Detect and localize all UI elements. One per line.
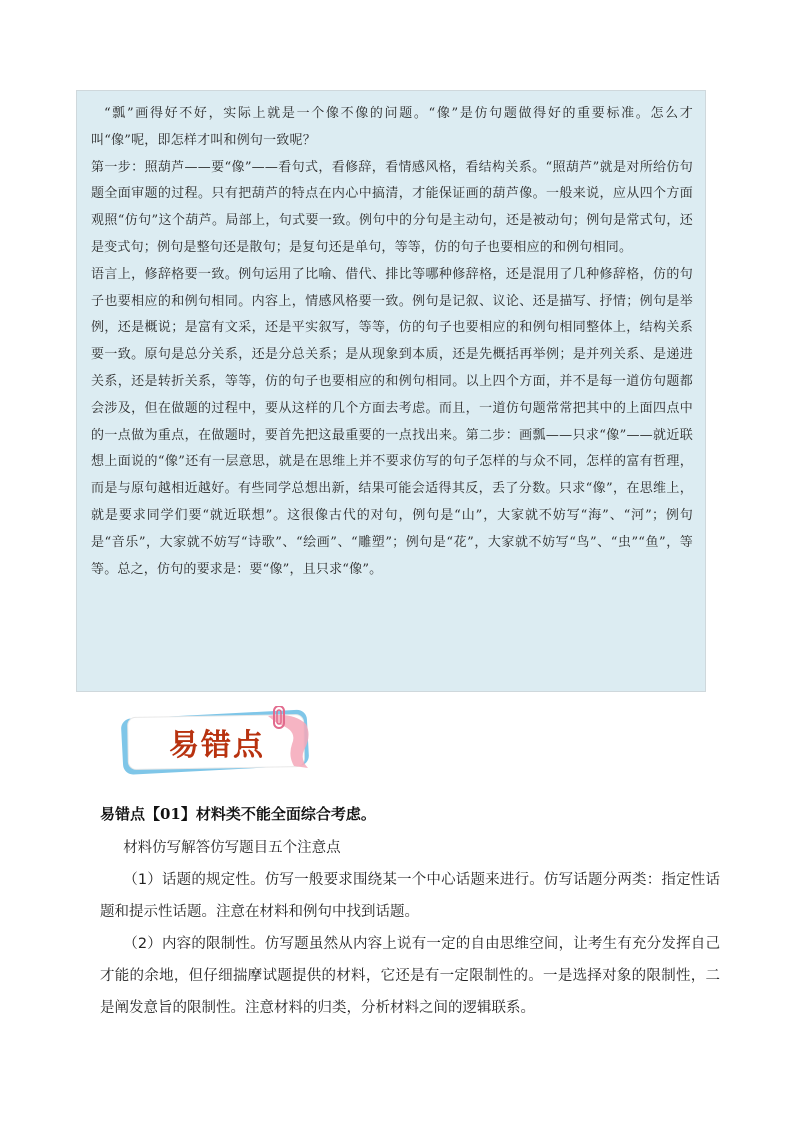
tip-box	[76, 90, 706, 692]
section-banner	[118, 706, 318, 776]
tip-paragraph: 语言上，修辞格要一致。例句运用了比喻、借代、排比等哪种修辞格，还是混用了几种修辞格，仿的句子也要相应的和例句相同。内容上，情感风格要一致。例句是记叙、议论、还是描写、抒情；例句是举例，还是概说；是富有文采，还是平实叙写，等等，仿的句子也要相应的和例句相同整体上，结构关系要一致。原句是总分关系，还是分总关系；是从现象到本质，还是先概括再举例；是并列关系、是递进关系，还是转折关系，等等，仿的句子也要相应的和例句相同。以上四个方面，并不是每一道仿句题都会涉及，但在做题的过程中，要从这样的几个方面去考虑。而且，一道仿句题常常把其中的上面四点中的一点做为重点，在做题时，要首先把这最重要的一点找出来。第二步：画瓢——只求“像”——就近联想上面说的“像”还有一层意思，就是在思维上并不要求仿写的句子怎样的与众不同，怎样的富有哲理，而是与原句越相近越好。有些同学总想出新，结果可能会适得其反，丢了分数。只求“像”，在思维上，就是要求同学们要“就近联想”。这很像古代的对句，例句是“山”，大家就不妨写“海”、“河”；例句是“音乐”，大家就不妨写“诗歌”、“绘画”、“雕塑”；例句是“花”，大家就不妨写“鸟”、“虫”“鱼”，等等。总之，仿句的要求是：要“像”，且只求“像”。	[91, 266, 693, 577]
section-heading: 易错点【01】材料类不能全面综合考虑。	[100, 805, 376, 823]
banner-title: 易错点	[169, 728, 265, 763]
main-section	[100, 800, 720, 1024]
body-paragraph: （1）话题的规定性。仿写一般要求围绕某一个中心话题来进行。仿写话题分两类：指定性话题和提示性话题。注意在材料和例句中找到话题。	[100, 872, 720, 920]
body-paragraph: （2）内容的限制性。仿写题虽然从内容上说有一定的自由思维空间，让考生有充分发挥自己才能的余地，但仔细揣摩试题提供的材料，它还是有一定限制性的。一是选择对象的限制性，二是阐发意旨的限制性。注意材料的归类，分析材料之间的逻辑联系。	[100, 936, 720, 1016]
tip-paragraph: “瓢”画得好不好，实际上就是一个像不像的问题。“像”是仿句题做得好的重要标准。怎么才叫“像”呢，即怎样才叫和例句一致呢？	[91, 106, 693, 148]
body-paragraph: 材料仿写解答仿写题目五个注意点	[123, 840, 341, 856]
tip-paragraph: 第一步：照葫芦——要“像”——看句式，看修辞，看情感风格，看结构关系。“照葫芦”就是对所给仿句题全面审题的过程。只有把葫芦的特点在内心中搞清，才能保证画的葫芦像。一般来说，应从四个方面观照“仿句”这个葫芦。局部上，句式要一致。例句中的分句是主动句，还是被动句；例句是常式句，还是变式句；例句是整句还是散句；是复句还是单句，等等，仿的句子也要相应的和例句相同。	[91, 159, 693, 255]
